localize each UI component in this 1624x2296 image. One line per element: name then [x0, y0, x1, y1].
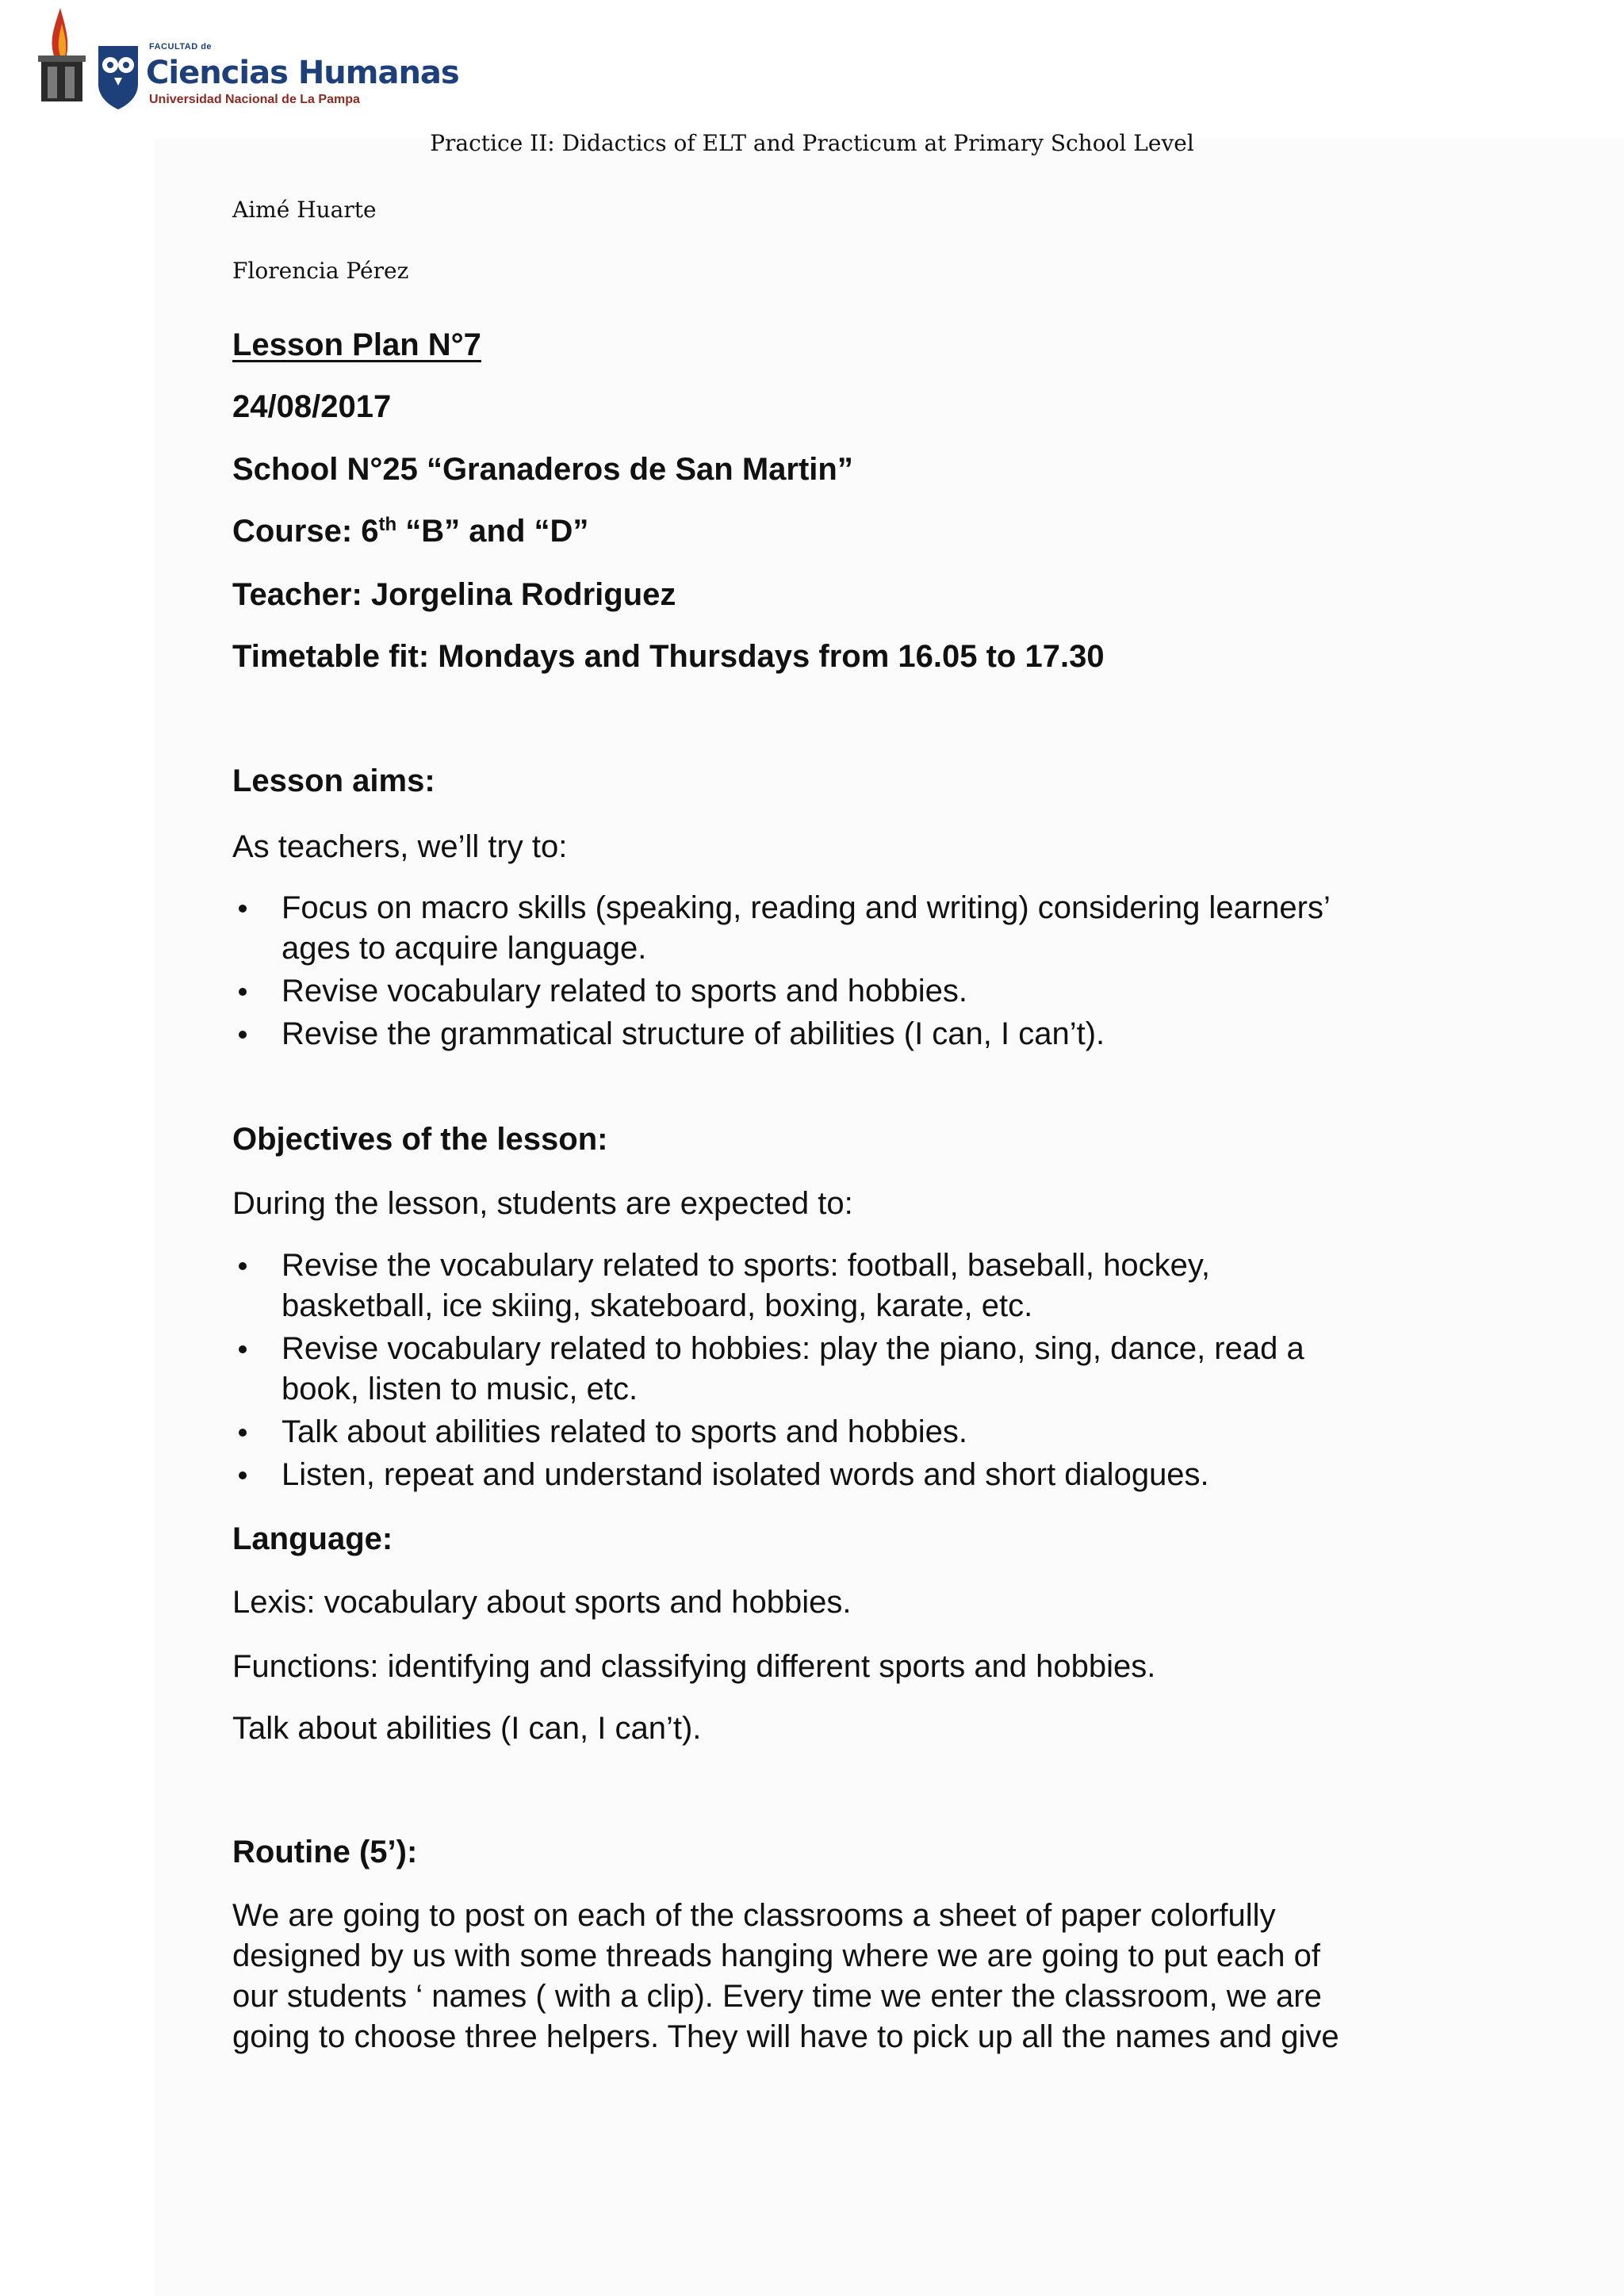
- logo-sub-text: Universidad Nacional de La Pampa: [149, 93, 360, 106]
- lesson-plan-title: Lesson Plan N°7: [232, 327, 481, 362]
- list-item: Revise the grammatical structure of abilities (I can, I can’t).: [232, 1014, 1406, 1054]
- logo-small-text: FACULTAD de: [149, 42, 213, 52]
- aims-intro: As teachers, we’ll try to:: [232, 829, 568, 864]
- list-item: Focus on macro skills (speaking, reading and writing) considering learners’ ages to acquire language.: [232, 888, 1406, 969]
- timetable: Timetable fit: Mondays and Thursdays from 16.05 to 17.30: [232, 639, 1105, 674]
- list-item: Talk about abilities related to sports and hobbies.: [232, 1412, 1406, 1452]
- list-item: Listen, repeat and understand isolated words and short dialogues.: [232, 1455, 1406, 1495]
- language-abilities: Talk about abilities (I can, I can’t).: [232, 1711, 702, 1746]
- lesson-date: 24/08/2017: [232, 389, 392, 424]
- language-functions: Functions: identifying and classifying different sports and hobbies.: [232, 1649, 1156, 1684]
- school-name: School N°25 “Granaderos de San Martin”: [232, 452, 853, 487]
- course-superscript: th: [378, 514, 397, 535]
- aims-heading: Lesson aims:: [232, 763, 435, 798]
- author-name: Aimé Huarte: [232, 197, 377, 223]
- routine-heading: Routine (5’):: [232, 1835, 418, 1869]
- course-info: [232, 512, 588, 550]
- routine-paragraph: We are going to post on each of the classrooms a sheet of paper colorfully designed by us with some threads hanging where we are going to put each of our students ‘ names ( with a clip). Every time we enter the classroom, we are going to choose three helpers. They will have to pick up all the names and give: [232, 1898, 1339, 2054]
- faculty-logo: [30, 8, 459, 109]
- objectives-list: [232, 1246, 1406, 1495]
- logo-emblem-icon: [30, 8, 149, 109]
- logo-main-text: Ciencias Humanas: [146, 55, 459, 91]
- language-heading: Language:: [232, 1521, 393, 1556]
- list-item: Revise vocabulary related to sports and hobbies.: [232, 971, 1406, 1012]
- course-prefix: Course: 6: [232, 514, 379, 549]
- author-name: Florencia Pérez: [232, 258, 409, 284]
- language-lexis: Lexis: vocabulary about sports and hobbies.: [232, 1585, 852, 1620]
- list-item: Revise the vocabulary related to sports: football, baseball, hockey, basketball, ice skiing, skateboard, boxing, karate, etc.: [232, 1246, 1406, 1326]
- aims-list: [232, 888, 1406, 1054]
- document-header-title: Practice II: Didactics of ELT and Practicum at Primary School Level: [430, 130, 1194, 156]
- objectives-heading: Objectives of the lesson:: [232, 1122, 608, 1157]
- teacher-name: Teacher: Jorgelina Rodriguez: [232, 577, 676, 612]
- objectives-intro: During the lesson, students are expected to:: [232, 1186, 853, 1221]
- list-item: Revise vocabulary related to hobbies: play the piano, sing, dance, read a book, listen to music, etc.: [232, 1329, 1406, 1410]
- course-suffix: “B” and “D”: [396, 514, 589, 549]
